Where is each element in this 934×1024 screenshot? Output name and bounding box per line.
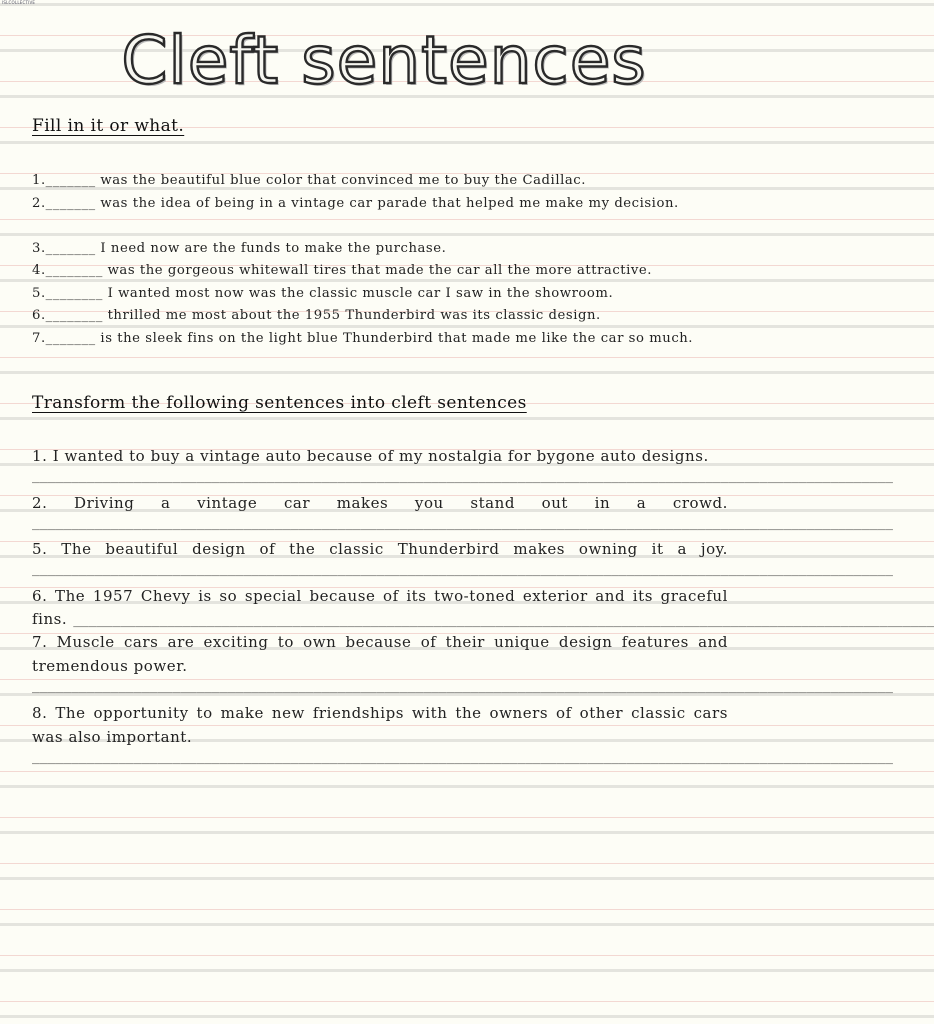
exercise-item-3: 3._______ I need now are the funds to make the purchase.	[32, 241, 447, 256]
transform-item-1: 1. I wanted to buy a vintage auto because of my nostalgia for bygone auto designs.	[32, 447, 709, 465]
transform-item-5: 5. The beautiful design of the classic Thunderbird makes owning it a joy.	[32, 540, 728, 558]
exercise-item-5: 5.________ I wanted most now was the classic muscle car I saw in the showroom.	[32, 286, 614, 301]
answer-line: ______________________________________________________________________________________________________________	[32, 469, 893, 484]
answer-line: ______________________________________________________________________________________________________________	[73, 613, 934, 628]
exercise-item-2: 2._______ was the idea of being in a vintage car parade that helped me make my decision.	[32, 196, 679, 211]
answer-line: ______________________________________________________________________________________________________________	[32, 516, 893, 531]
exercise-item-4: 4.________ was the gorgeous whitewall tires that made the car all the more attractive.	[32, 263, 652, 278]
answer-line: ______________________________________________________________________________________________________________	[32, 679, 893, 694]
transform-item-6-continuation	[32, 608, 934, 632]
answer-line: ______________________________________________________________________________________________________________	[32, 562, 893, 577]
page-title: Cleft sentences	[121, 22, 647, 99]
transform-item-6-end: fins.	[32, 610, 68, 628]
section-heading-transform: Transform the following sentences into cleft sentences	[32, 393, 527, 413]
transform-item-6: 6. The 1957 Chevy is so special because of its two-toned exterior and its graceful	[32, 587, 728, 605]
watermark-text: ISLCOLLECTIVE	[2, 0, 36, 5]
exercise-item-1: 1._______ was the beautiful blue color that convinced me to buy the Cadillac.	[32, 173, 586, 188]
transform-item-2: 2. Driving a vintage car makes you stand out in a crowd.	[32, 494, 728, 512]
answer-line: ______________________________________________________________________________________________________________	[32, 750, 893, 765]
exercise-item-6: 6.________ thrilled me most about the 1955 Thunderbird was its classic design.	[32, 308, 601, 323]
section-heading-fill-in: Fill in it or what.	[32, 116, 185, 136]
transform-item-7: 7. Muscle cars are exciting to own because of their unique design features and tremendous power.	[32, 633, 728, 675]
exercise-item-7: 7._______ is the sleek fins on the light blue Thunderbird that made me like the car so much.	[32, 331, 694, 346]
transform-item-8: 8. The opportunity to make new friendships with the owners of other classic cars was also important.	[32, 704, 728, 746]
